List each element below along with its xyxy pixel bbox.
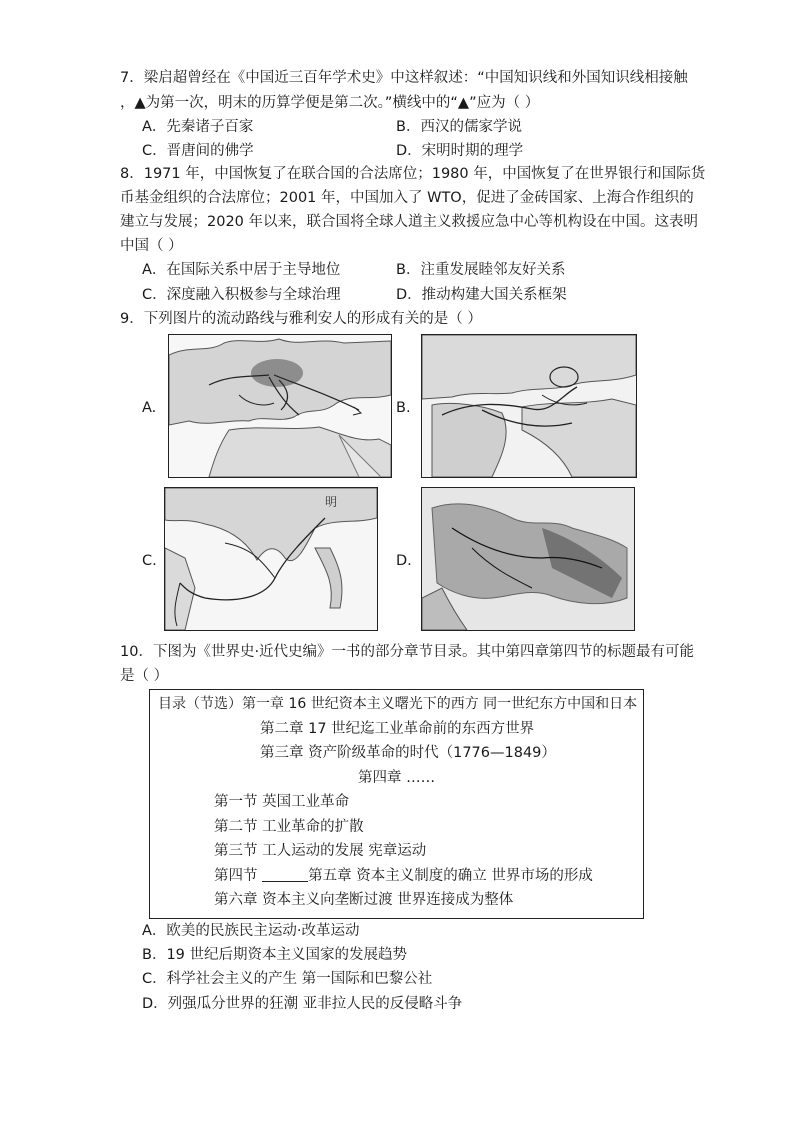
toc-row-9: 第六章 资本主义向垄断过渡 世界连接成为整体 bbox=[214, 892, 514, 908]
q10-option-a[interactable]: A．欧美的民族民主运动·改革运动 bbox=[142, 923, 360, 939]
q8-option-c[interactable]: C．深度融入积极参与全球治理 bbox=[142, 287, 341, 303]
q9-label-a[interactable]: A. bbox=[142, 400, 157, 416]
toc-row-7: 第三节 工人运动的发展 宪章运动 bbox=[214, 843, 427, 859]
toc-row-8-rest: 第五章 资本主义制度的确立 世界市场的形成 bbox=[308, 868, 593, 884]
toc-row-8-prefix: 第四节 bbox=[214, 868, 263, 884]
q7-stem-line1: 7．梁启超曾经在《中国近三百年学术史》中这样叙述：“中国知识线和外国知识线相接触 bbox=[120, 70, 688, 86]
q9-label-c[interactable]: C. bbox=[142, 553, 157, 569]
table-of-contents-box bbox=[149, 689, 644, 919]
toc-row-4: 第四章 …… bbox=[358, 770, 436, 786]
q8-option-d[interactable]: D．推动构建大国关系框架 bbox=[396, 287, 567, 303]
map-c-label-ming: 明 bbox=[325, 495, 338, 509]
map-d-image bbox=[421, 487, 635, 631]
map-b-image bbox=[421, 334, 637, 478]
toc-row-1: 目录（节选）第一章 16 世纪资本主义曙光下的西方 同一世纪东方中国和日本 bbox=[158, 696, 638, 712]
q7-option-d[interactable]: D．宋明时期的理学 bbox=[396, 143, 524, 159]
map-c-image bbox=[164, 487, 378, 631]
q7-option-c[interactable]: C．晋唐间的佛学 bbox=[142, 143, 254, 159]
q7-stem-line2: ，▲为第一次，明末的历算学便是第二次。”横线中的“▲”应为（ ） bbox=[120, 95, 540, 111]
q8-option-b[interactable]: B．注重发展睦邻友好关系 bbox=[396, 262, 566, 278]
q8-stem-line3: 建立与发展；2020 年以来，联合国将全球人道主义救援应急中心等机构设在中国。这表明 bbox=[120, 214, 699, 230]
q7-option-a[interactable]: A．先秦诸子百家 bbox=[142, 119, 254, 135]
toc-row-6: 第二节 工业革命的扩散 bbox=[214, 819, 364, 835]
toc-row-3: 第三章 资产阶级革命的时代（1776—1849） bbox=[260, 745, 556, 761]
q9-label-b[interactable]: B. bbox=[396, 400, 411, 416]
q8-option-a[interactable]: A．在国际关系中居于主导地位 bbox=[142, 262, 341, 278]
q10-option-d[interactable]: D．列强瓜分世界的狂潮 亚非拉人民的反侵略斗争 bbox=[142, 996, 463, 1012]
map-a-image bbox=[168, 334, 392, 478]
q7-option-b[interactable]: B．西汉的儒家学说 bbox=[396, 119, 522, 135]
toc-row-2: 第二章 17 世纪迄工业革命前的东西方世界 bbox=[260, 721, 535, 737]
q8-stem-line1: 8．1971 年，中国恢复了在联合国的合法席位；1980 年，中国恢复了在世界银行和国际货 bbox=[120, 166, 706, 182]
q9-stem: 9．下列图片的流动路线与雅利安人的形成有关的是（ ） bbox=[120, 311, 482, 327]
blank-line bbox=[262, 867, 308, 882]
q8-stem-line2: 币基金组织的合法席位；2001 年，中国加入了 WTO，促进了金砖国家、上海合作组织的 bbox=[120, 190, 694, 206]
q10-stem-line2: 是（ ） bbox=[120, 668, 169, 684]
q10-option-c[interactable]: C．科学社会主义的产生 第一国际和巴黎公社 bbox=[142, 971, 433, 987]
q10-option-b[interactable]: B．19 世纪后期资本主义国家的发展趋势 bbox=[142, 947, 408, 963]
toc-row-8 bbox=[214, 866, 593, 886]
toc-row-5: 第一节 英国工业革命 bbox=[214, 794, 350, 810]
q9-label-d[interactable]: D. bbox=[396, 553, 412, 569]
q10-stem-line1: 10．下图为《世界史·近代史编》一书的部分章节目录。其中第四章第四节的标题最有可能 bbox=[120, 644, 695, 660]
q8-stem-line4: 中国（ ） bbox=[120, 238, 183, 254]
